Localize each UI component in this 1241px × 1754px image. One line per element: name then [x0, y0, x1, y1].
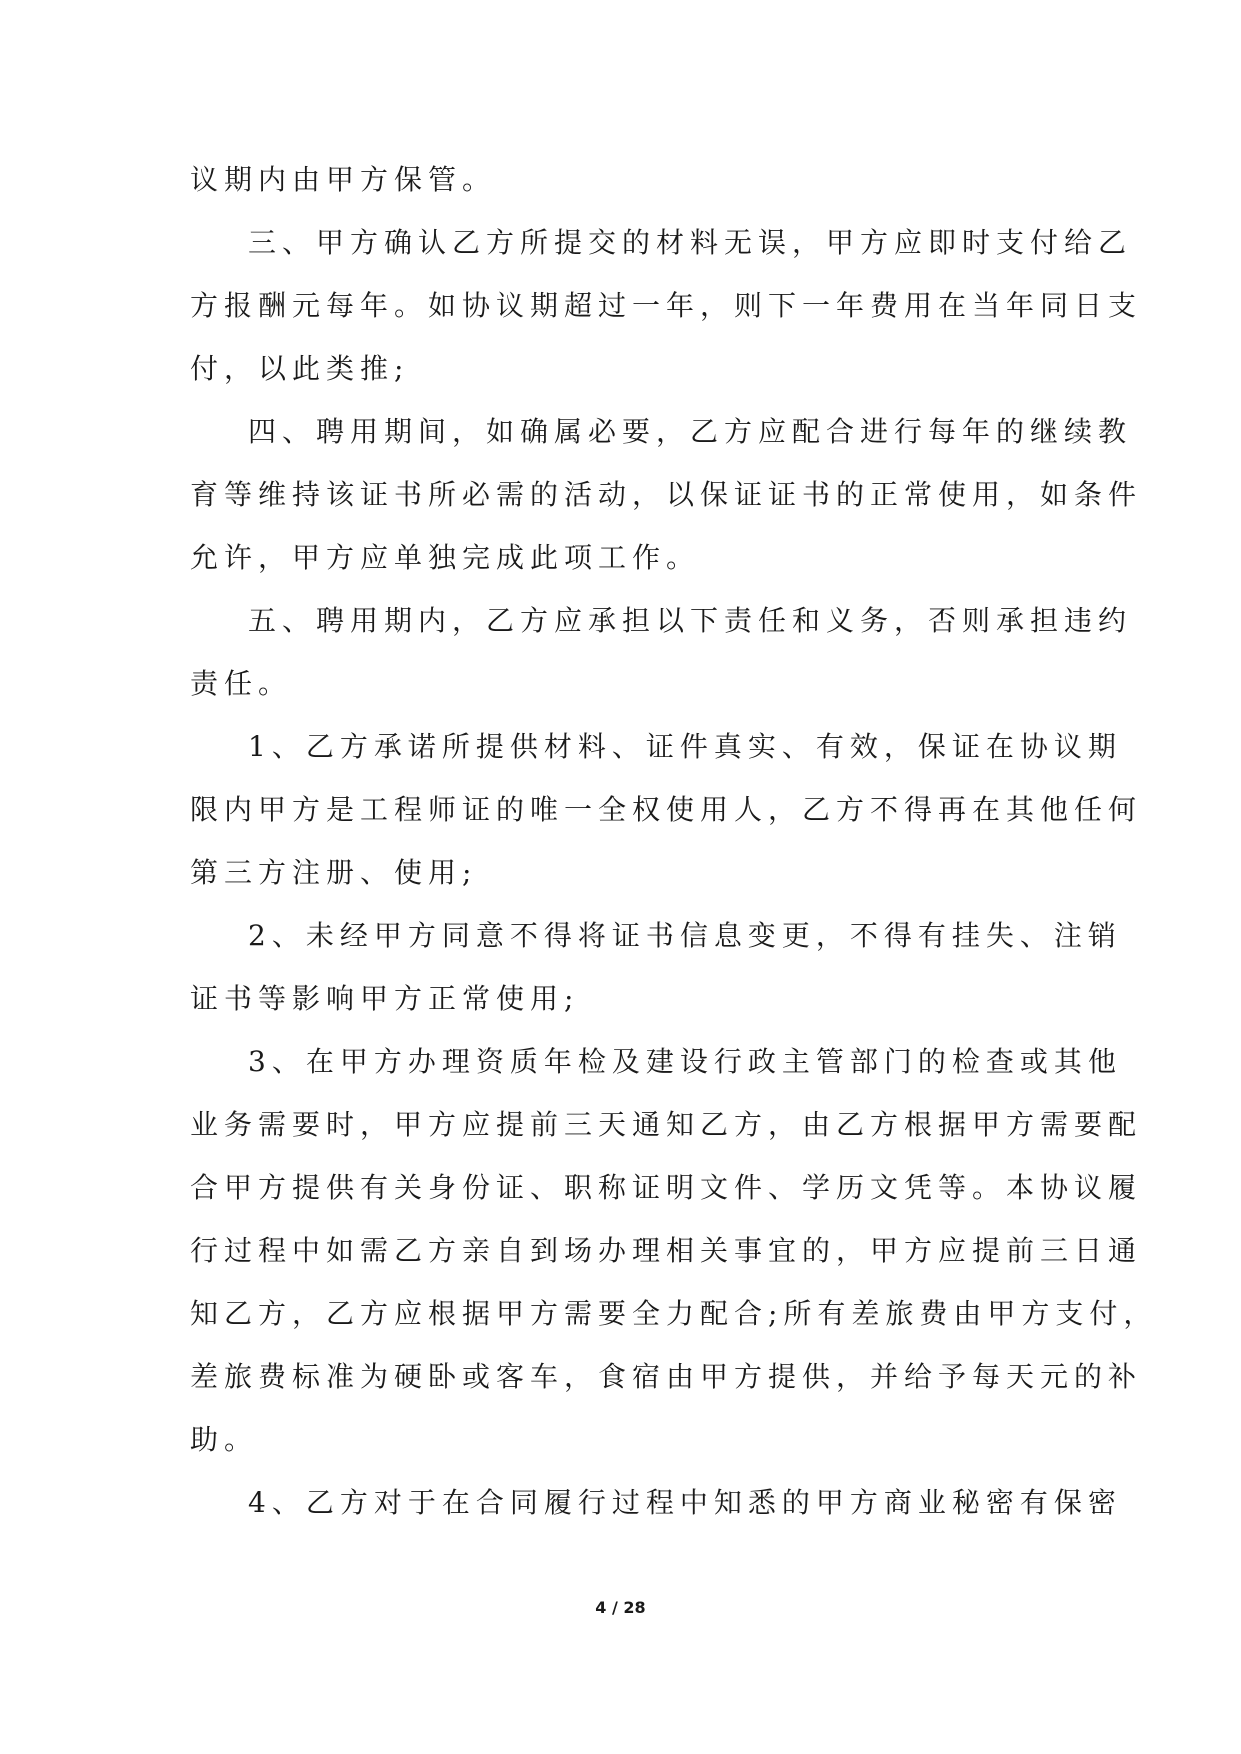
text-line: 合甲方提供有关身份证、职称证明文件、学历文凭等。本协议履	[190, 1171, 1143, 1204]
text-line: 付，以此类推;	[190, 352, 410, 385]
text-line: 五、聘用期内，乙方应承担以下责任和义务，否则承担违约	[248, 604, 1133, 637]
text-line: 责任。	[190, 667, 293, 700]
text-line: 4、乙方对于在合同履行过程中知悉的甲方商业秘密有保密	[248, 1486, 1122, 1519]
text-line: 知乙方，乙方应根据甲方需要全力配合;所有差旅费由甲方支付，	[190, 1297, 1158, 1330]
text-line: 2、未经甲方同意不得将证书信息变更，不得有挂失、注销	[248, 919, 1122, 952]
document-body	[190, 148, 1158, 1534]
text-line: 育等维持该证书所必需的活动，以保证证书的正常使用，如条件	[190, 478, 1143, 511]
text-line: 四、聘用期间，如确属必要，乙方应配合进行每年的继续教	[248, 415, 1133, 448]
text-line: 行过程中如需乙方亲自到场办理相关事宜的，甲方应提前三日通	[190, 1234, 1143, 1267]
text-line: 1、乙方承诺所提供材料、证件真实、有效，保证在协议期	[248, 730, 1122, 763]
text-line: 业务需要时，甲方应提前三天通知乙方，由乙方根据甲方需要配	[190, 1108, 1143, 1141]
text-line: 限内甲方是工程师证的唯一全权使用人，乙方不得再在其他任何	[190, 793, 1143, 826]
text-line: 议期内由甲方保管。	[190, 163, 497, 196]
text-line: 3、在甲方办理资质年检及建设行政主管部门的检查或其他	[248, 1045, 1122, 1078]
text-line: 方报酬元每年。如协议期超过一年，则下一年费用在当年同日支	[190, 289, 1143, 322]
text-line: 允许，甲方应单独完成此项工作。	[190, 541, 701, 574]
text-line: 证书等影响甲方正常使用;	[190, 982, 580, 1015]
text-line: 第三方注册、使用;	[190, 856, 478, 889]
text-line: 助。	[190, 1423, 259, 1456]
text-line: 三、甲方确认乙方所提交的材料无误，甲方应即时支付给乙	[248, 226, 1133, 259]
page-number: 4 / 28	[595, 1598, 646, 1617]
text-line: 差旅费标准为硬卧或客车，食宿由甲方提供，并给予每天元的补	[190, 1360, 1143, 1393]
